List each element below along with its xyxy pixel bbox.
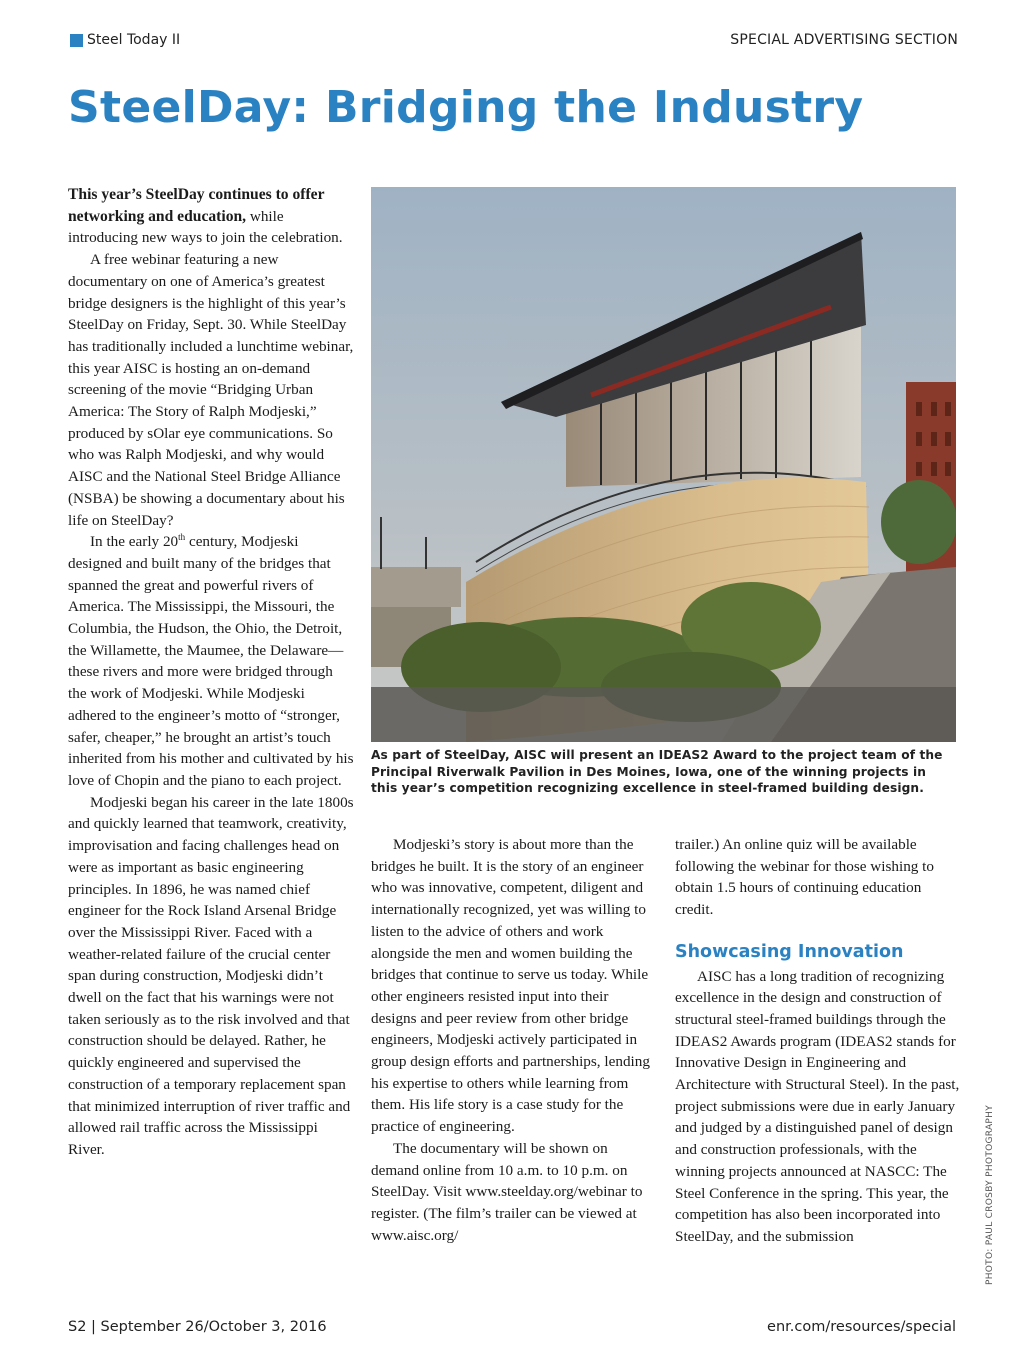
- section-header: [70, 32, 180, 48]
- body-paragraph: Modjeski’s story is about more than the bridges he built. It is the story of an engineer who was innovative, competent, diligent and internationally recognized, yet was willing to listen to the advice of others and work alongside the men and women building the bridges that continue to serve us today. While other engineers resisted input into their designs and peer review from other bridge engineers, Modjeski actively participated in group design efforts and partnerships, lending his expertise to others while learning from them. His life story is a case study for the practice of engineering.: [371, 836, 650, 1136]
- body-paragraph: Modjeski began his career in the late 1800s and quickly learned that teamwork, creativity, improvisation and facing challenges head on were as important as basic engineering principles. In 1896, he was named chief engineer for the Rock Island Arsenal Bridge over the Mississippi River. Faced with a weather-related failure of the crucial center span during construction, Modjeski didn’t dwell on the fact that his warnings were not taken seriously as to the risk involved and that construction should be delayed. Rather, he quickly engineered and supervised the construction of a temporary replacement span that minimized interruption of river traffic and allowed rail traffic across the Mississippi River.: [68, 793, 354, 1158]
- article-column-3: [675, 834, 960, 1248]
- body-paragraph: The documentary will be shown on demand online from 10 a.m. to 10 p.m. on SteelDay. Visit www.steelday.org/webinar to register. (The film’s trailer can be viewed at www.aisc.org/: [371, 1139, 643, 1244]
- body-paragraph: AISC has a long tradition of recognizing excellence in the design and construction of structural steel-framed buildings through the IDEAS2 Awards program (IDEAS2 stands for Innovative Design in Engineering and Architecture with Structural Steel). In the past, project submissions were due in early January and judged by a distinguished panel of design and construction professionals, with the winning projects announced at NASCC: The Steel Conference in the spring. This year, the competition has also been incorporated into SteelDay, and the submission: [675, 967, 960, 1245]
- section-name: Steel Today II: [87, 32, 181, 48]
- body-paragraph: trailer.) An online quiz will be available following the webinar for those wishing to obtain 1.5 hours of continuing education credit.: [675, 836, 934, 919]
- photo-credit: PHOTO: PAUL CROSBY PHOTOGRAPHY: [985, 1104, 995, 1285]
- photo-caption: As part of SteelDay, AISC will present an IDEAS2 Award to the project team of the Principal Riverwalk Pavilion in Des Moines, Iowa, one of the winning projects in this year’s competition recognizing excellence in steel-framed building design.: [371, 748, 943, 796]
- section-marker-square-icon: [70, 34, 83, 47]
- article-column-2: [371, 834, 655, 1246]
- advertising-section-label: SPECIAL ADVERTISING SECTION: [730, 32, 958, 48]
- body-paragraph: In the early 20th century, Modjeski designed and built many of the bridges that spanned the great and powerful rivers of America. The Mississippi, the Missouri, the Columbia, the Hudson, the Ohio, the Detroit, the Willamette, the Maumee, the Delaware—these rivers and more were bridged through the work of Modjeski. While Modjeski adhered to the engineer’s motto of “stronger, safer, cheaper,” he brought an artist’s touch inherited from his mother and cultivated by his love of Chopin and the piano to each project.: [68, 532, 354, 789]
- footer-page-date: S2 | September 26/October 3, 2016: [68, 1319, 327, 1335]
- article-column-1: [68, 184, 354, 1161]
- footer-url: enr.com/resources/special: [767, 1319, 956, 1335]
- page-title: SteelDay: Bridging the Industry: [68, 82, 864, 133]
- section-subheading: Showcasing Innovation: [675, 941, 904, 962]
- lead-bold-text: This year’s SteelDay continues to offer networking and education,: [68, 186, 325, 225]
- body-paragraph: A free webinar featuring a new documentary on one of America’s greatest bridge designers is the highlight of this year’s SteelDay on Friday, Sept. 30. While SteelDay has traditionally included a lunchtime webinar, this year AISC is hosting an on-demand screening of the movie “Bridging Urban America: The Story of Ralph Modjeski,” produced by sOlar eye communications. So who was Ralph Modjeski, and why would AISC and the National Steel Bridge Alliance (NSBA) be showing a documentary about his life on SteelDay?: [68, 251, 354, 529]
- lead-paragraph: [68, 184, 354, 249]
- pavilion-photo: [371, 187, 956, 742]
- lead-text: while introducing new ways to join the celebration.: [68, 207, 343, 247]
